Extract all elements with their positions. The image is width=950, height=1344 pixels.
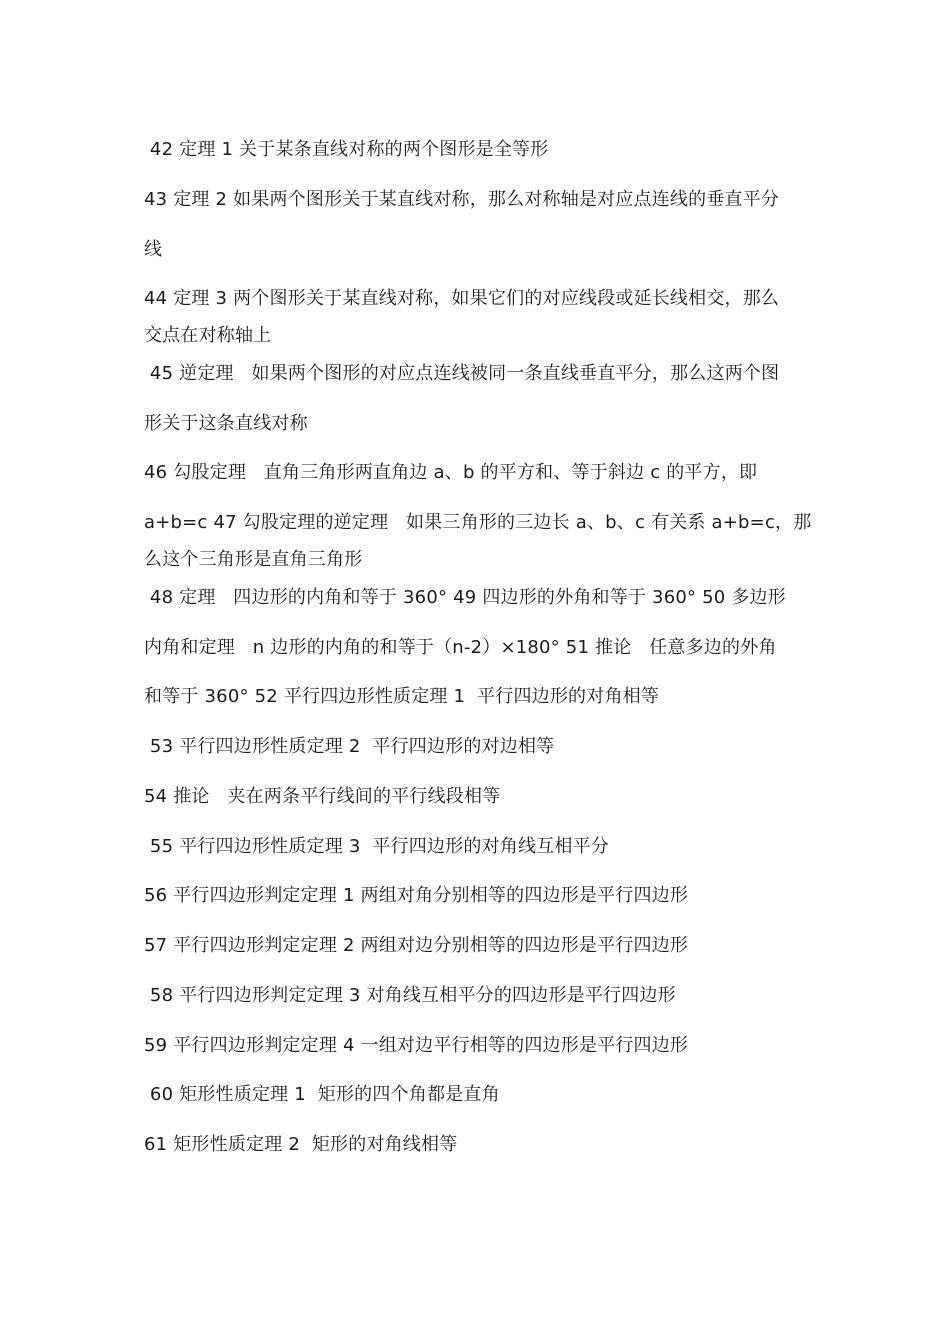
text-line: 形关于这条直线对称 bbox=[144, 413, 308, 434]
text-line: 60 矩形性质定理 1 矩形的四个角都是直角 bbox=[144, 1084, 500, 1105]
text-line: 48 定理 四边形的内角和等于 360° 49 四边形的外角和等于 360° 50 多边形 bbox=[144, 587, 786, 608]
text-line: 44 定理 3 两个图形关于某直线对称，如果它们的对应线段或延长线相交，那么 bbox=[144, 288, 780, 309]
text-line: 和等于 360° 52 平行四边形性质定理 1 平行四边形的对角相等 bbox=[144, 686, 660, 707]
text-line: 45 逆定理 如果两个图形的对应点连线被同一条直线垂直平分，那么这两个图 bbox=[144, 363, 780, 384]
text-line: 55 平行四边形性质定理 3 平行四边形的对角线互相平分 bbox=[144, 836, 609, 857]
text-line: 59 平行四边形判定定理 4 一组对边平行相等的四边形是平行四边形 bbox=[144, 1035, 689, 1056]
text-line: 线 bbox=[144, 239, 163, 260]
text-line: 56 平行四边形判定定理 1 两组对角分别相等的四边形是平行四边形 bbox=[144, 885, 689, 906]
text-line: 46 勾股定理 直角三角形两直角边 a、b 的平方和、等于斜边 c 的平方，即 bbox=[144, 462, 758, 483]
text-line: 58 平行四边形判定定理 3 对角线互相平分的四边形是平行四边形 bbox=[144, 985, 676, 1006]
text-line: 57 平行四边形判定定理 2 两组对边分别相等的四边形是平行四边形 bbox=[144, 935, 689, 956]
text-line: a+b=c 47 勾股定理的逆定理 如果三角形的三边长 a、b、c 有关系 a+b=c，那 bbox=[144, 512, 812, 533]
text-line: 53 平行四边形性质定理 2 平行四边形的对边相等 bbox=[144, 736, 555, 757]
text-line: 43 定理 2 如果两个图形关于某直线对称，那么对称轴是对应点连线的垂直平分 bbox=[144, 189, 780, 210]
text-line: 61 矩形性质定理 2 矩形的对角线相等 bbox=[144, 1134, 458, 1155]
text-line: 内角和定理 n 边形的内角的和等于（n-2）×180° 51 推论 任意多边的外角 bbox=[144, 637, 777, 658]
text-line: 么这个三角形是直角三角形 bbox=[144, 549, 363, 570]
text-line: 交点在对称轴上 bbox=[144, 325, 272, 346]
text-line: 42 定理 1 关于某条直线对称的两个图形是全等形 bbox=[144, 139, 549, 160]
text-line: 54 推论 夹在两条平行线间的平行线段相等 bbox=[144, 786, 501, 807]
